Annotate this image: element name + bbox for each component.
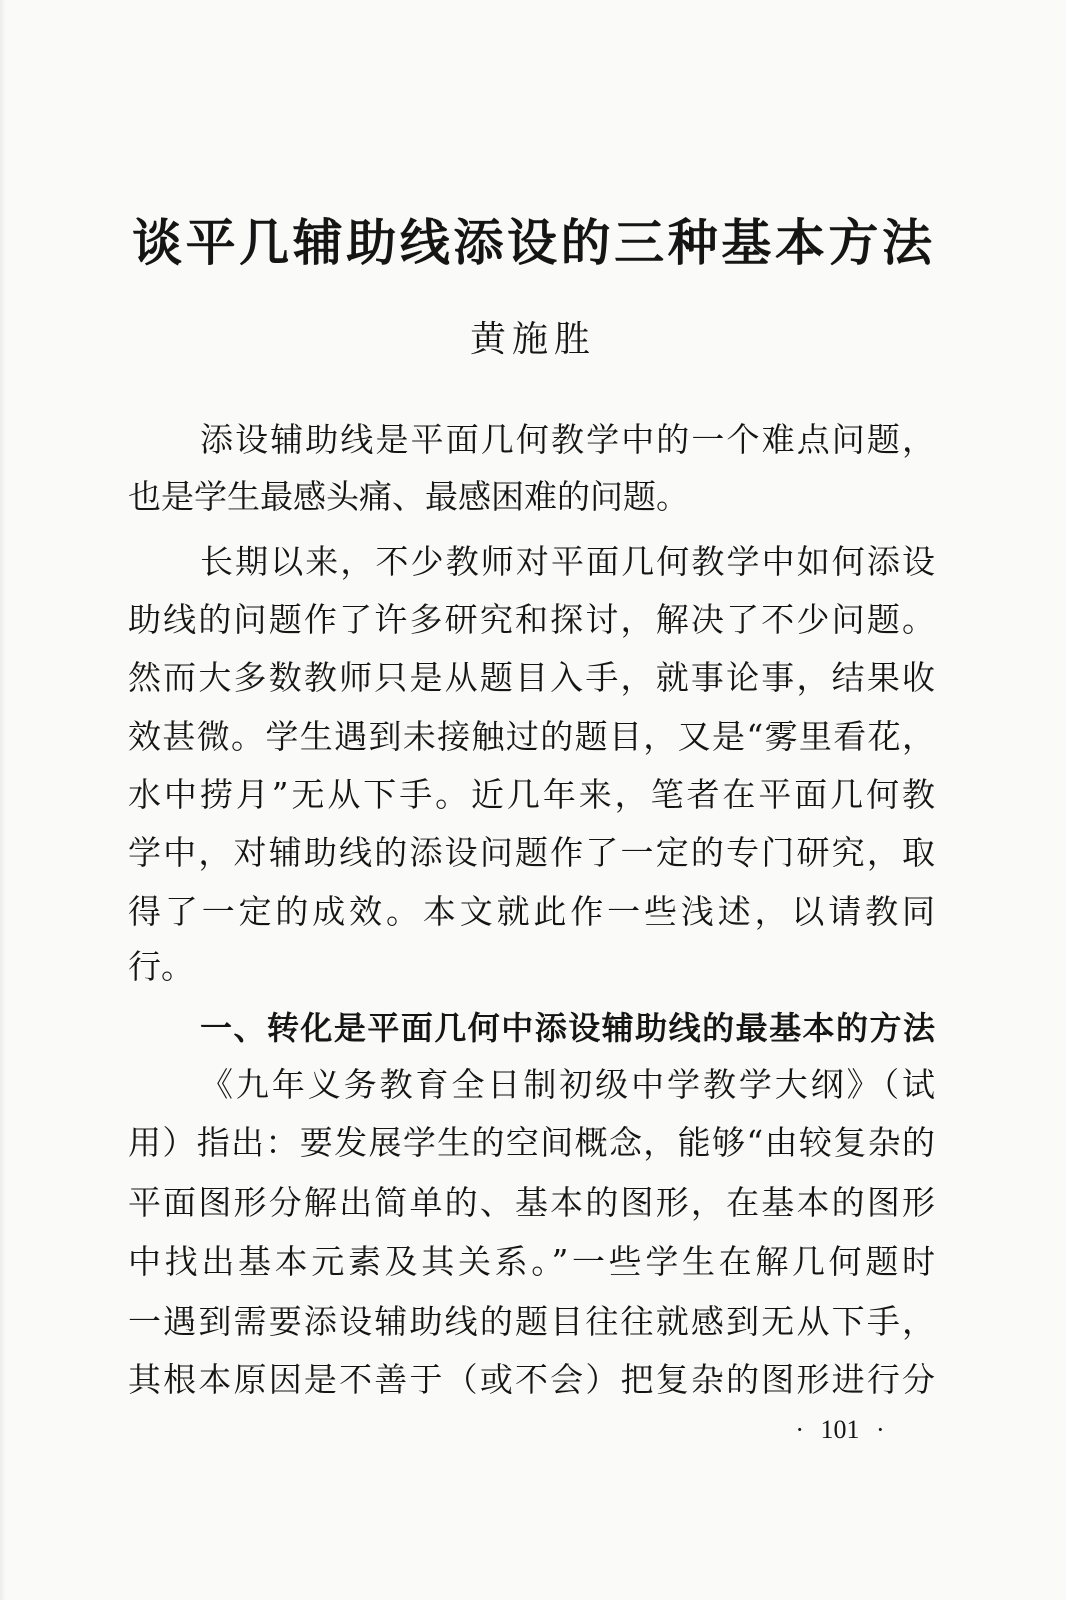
paragraph-line: 中找出基本元素及其关系。”一些学生在解几何题时 bbox=[128, 1242, 935, 1281]
paragraph-line: 其根本原因是不善于（或不会）把复杂的图形进行分 bbox=[128, 1360, 935, 1399]
paragraph-line: 添设辅助线是平面几何教学中的一个难点问题， bbox=[200, 420, 935, 459]
paragraph-line: 也是学生最感头痛、最感困难的问题。 bbox=[128, 477, 689, 516]
paragraph-line: 学中，对辅助线的添设问题作了一定的专门研究，取 bbox=[128, 833, 935, 872]
paragraph-line: 平面图形分解出简单的、基本的图形，在基本的图形 bbox=[128, 1183, 935, 1222]
section-heading: 一、转化是平面几何中添设辅助线的最基本的方法 bbox=[200, 1009, 935, 1047]
article-title: 谈平几辅助线添设的三种基本方法 bbox=[132, 213, 932, 272]
page-number: · 101 · bbox=[795, 1415, 885, 1444]
paragraph-line: 用）指出：要发展学生的空间概念，能够“由较复杂的 bbox=[128, 1123, 935, 1162]
paragraph-line: 水中捞月”无从下手。近几年来，笔者在平面几何教 bbox=[128, 775, 935, 814]
paragraph-line: 行。 bbox=[128, 947, 194, 986]
paragraph-line: 效甚微。学生遇到未接触过的题目，又是“雾里看花， bbox=[128, 717, 935, 756]
author-name: 黄施胜 bbox=[469, 319, 596, 360]
paragraph-line: 一遇到需要添设辅助线的题目往往就感到无从下手， bbox=[128, 1302, 935, 1341]
paragraph-line: 长期以来，不少教师对平面几何教学中如何添设 bbox=[200, 542, 935, 581]
paragraph-line: 得了一定的成效。本文就此作一些浅述，以请教同 bbox=[128, 892, 935, 931]
scan-edge-shadow bbox=[0, 0, 6, 1600]
paragraph-line: 《九年义务教育全日制初级中学教学大纲》（试 bbox=[200, 1065, 935, 1104]
paragraph-line: 助线的问题作了许多研究和探讨，解决了不少问题。 bbox=[128, 600, 935, 639]
paragraph-line: 然而大多数教师只是从题目入手，就事论事，结果收 bbox=[128, 658, 935, 697]
